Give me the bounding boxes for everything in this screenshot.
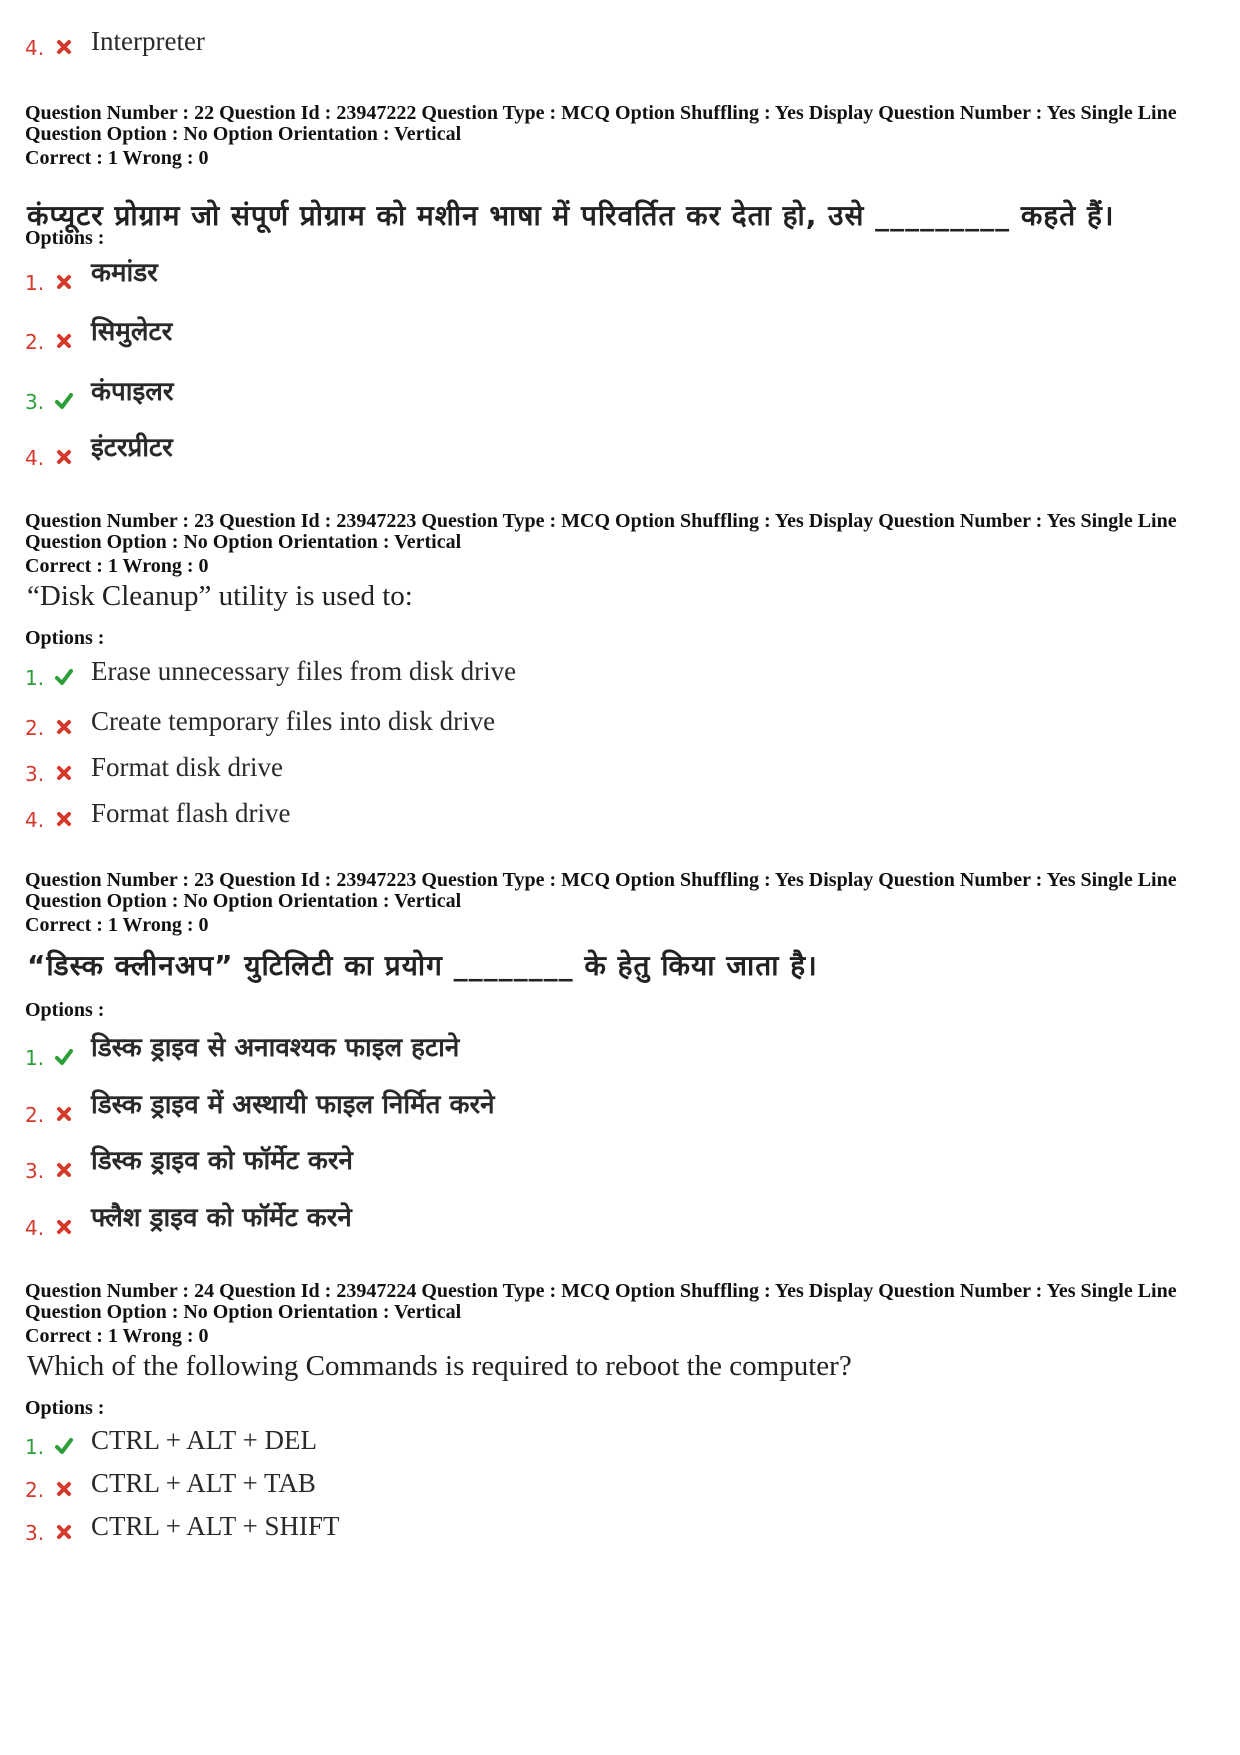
option-number: 2. xyxy=(25,716,45,740)
option-number: 1. xyxy=(25,271,45,295)
cross-icon xyxy=(54,717,74,737)
options-label: Options : xyxy=(25,999,105,1021)
question-meta: Question Number : 23 Question Id : 23947223 Question Type : MCQ Option Shuffling : Yes Display Question Number : Yes Single Line Question Option : No Option Orientation : Vertical xyxy=(25,510,1177,553)
option-text: डिस्क ड्राइव में अस्थायी फाइल निर्मित करने xyxy=(91,1090,495,1120)
option-number: 2. xyxy=(25,330,45,354)
option-row xyxy=(25,792,925,832)
option-text: Format flash drive xyxy=(91,798,291,828)
question-text: “Disk Cleanup” utility is used to: xyxy=(27,580,413,612)
cross-icon xyxy=(54,763,74,783)
question-text: Which of the following Commands is required to reboot the computer? xyxy=(27,1350,852,1382)
option-text: डिस्क ड्राइव को फॉर्मेट करने xyxy=(91,1146,353,1176)
option-number: 4. xyxy=(25,36,45,60)
option-number: 4. xyxy=(25,1216,45,1240)
options-label: Options : xyxy=(25,227,105,249)
option-row xyxy=(25,430,925,470)
option-text: सिमुलेटर xyxy=(91,317,173,347)
option-text: CTRL + ALT + TAB xyxy=(91,1468,316,1498)
cross-icon xyxy=(54,1522,74,1542)
check-icon xyxy=(54,1436,74,1456)
question-text: कंप्यूटर प्रोग्राम जो संपूर्ण प्रोग्राम को मशीन भाषा में परिवर्तित कर देता हो, उसे _________ कहते हैं। xyxy=(27,199,1115,232)
option-text: Erase unnecessary files from disk drive xyxy=(91,656,517,686)
option-row xyxy=(25,1462,925,1502)
option-row xyxy=(25,1143,925,1183)
option-row xyxy=(25,314,925,354)
option-text: कंपाइलर xyxy=(91,377,174,407)
option-row xyxy=(25,20,925,60)
option-text: CTRL + ALT + SHIFT xyxy=(91,1511,340,1541)
option-number: 1. xyxy=(25,1435,45,1459)
option-number: 3. xyxy=(25,762,45,786)
option-number: 3. xyxy=(25,1521,45,1545)
check-icon xyxy=(54,1047,74,1067)
option-row xyxy=(25,255,925,295)
cross-icon xyxy=(54,331,74,351)
option-text: Interpreter xyxy=(91,26,205,56)
option-text: Create temporary files into disk drive xyxy=(91,706,496,736)
cross-icon xyxy=(54,1104,74,1124)
option-row xyxy=(25,1200,925,1240)
question-score: Correct : 1 Wrong : 0 xyxy=(25,1325,209,1347)
option-text: CTRL + ALT + DEL xyxy=(91,1425,317,1455)
option-number: 3. xyxy=(25,1159,45,1183)
option-text: Format disk drive xyxy=(91,752,283,782)
option-number: 2. xyxy=(25,1103,45,1127)
option-row xyxy=(25,1419,925,1459)
option-number: 4. xyxy=(25,808,45,832)
question-meta: Question Number : 24 Question Id : 23947224 Question Type : MCQ Option Shuffling : Yes Display Question Number : Yes Single Line Question Option : No Option Orientation : Vertical xyxy=(25,1280,1177,1323)
option-text: इंटरप्रीटर xyxy=(91,433,173,463)
options-label: Options : xyxy=(25,627,105,649)
option-text: डिस्क ड्राइव से अनावश्यक फाइल हटाने xyxy=(91,1033,460,1063)
question-text: “डिस्क क्लीनअप” युटिलिटी का प्रयोग ________ के हेतु किया जाता है। xyxy=(27,949,818,982)
cross-icon xyxy=(54,447,74,467)
option-number: 2. xyxy=(25,1478,45,1502)
check-icon xyxy=(54,667,74,687)
question-meta: Question Number : 22 Question Id : 23947222 Question Type : MCQ Option Shuffling : Yes Display Question Number : Yes Single Line Question Option : No Option Orientation : Vertical xyxy=(25,102,1177,145)
option-row xyxy=(25,1030,925,1070)
option-row xyxy=(25,1505,925,1545)
option-row xyxy=(25,1087,925,1127)
cross-icon xyxy=(54,1160,74,1180)
option-text: फ्लैश ड्राइव को फॉर्मेट करने xyxy=(91,1203,352,1233)
option-text: कमांडर xyxy=(91,258,158,288)
question-score: Correct : 1 Wrong : 0 xyxy=(25,147,209,169)
option-number: 3. xyxy=(25,390,45,414)
options-label: Options : xyxy=(25,1397,105,1419)
cross-icon xyxy=(54,37,74,57)
option-row xyxy=(25,650,925,690)
option-row xyxy=(25,746,925,786)
option-number: 4. xyxy=(25,446,45,470)
cross-icon xyxy=(54,1217,74,1237)
cross-icon xyxy=(54,1479,74,1499)
question-score: Correct : 1 Wrong : 0 xyxy=(25,914,209,936)
option-number: 1. xyxy=(25,666,45,690)
question-score: Correct : 1 Wrong : 0 xyxy=(25,555,209,577)
option-row xyxy=(25,700,925,740)
option-row xyxy=(25,374,925,414)
check-icon xyxy=(54,391,74,411)
question-meta: Question Number : 23 Question Id : 23947223 Question Type : MCQ Option Shuffling : Yes Display Question Number : Yes Single Line Question Option : No Option Orientation : Vertical xyxy=(25,869,1177,912)
cross-icon xyxy=(54,272,74,292)
option-number: 1. xyxy=(25,1046,45,1070)
cross-icon xyxy=(54,809,74,829)
